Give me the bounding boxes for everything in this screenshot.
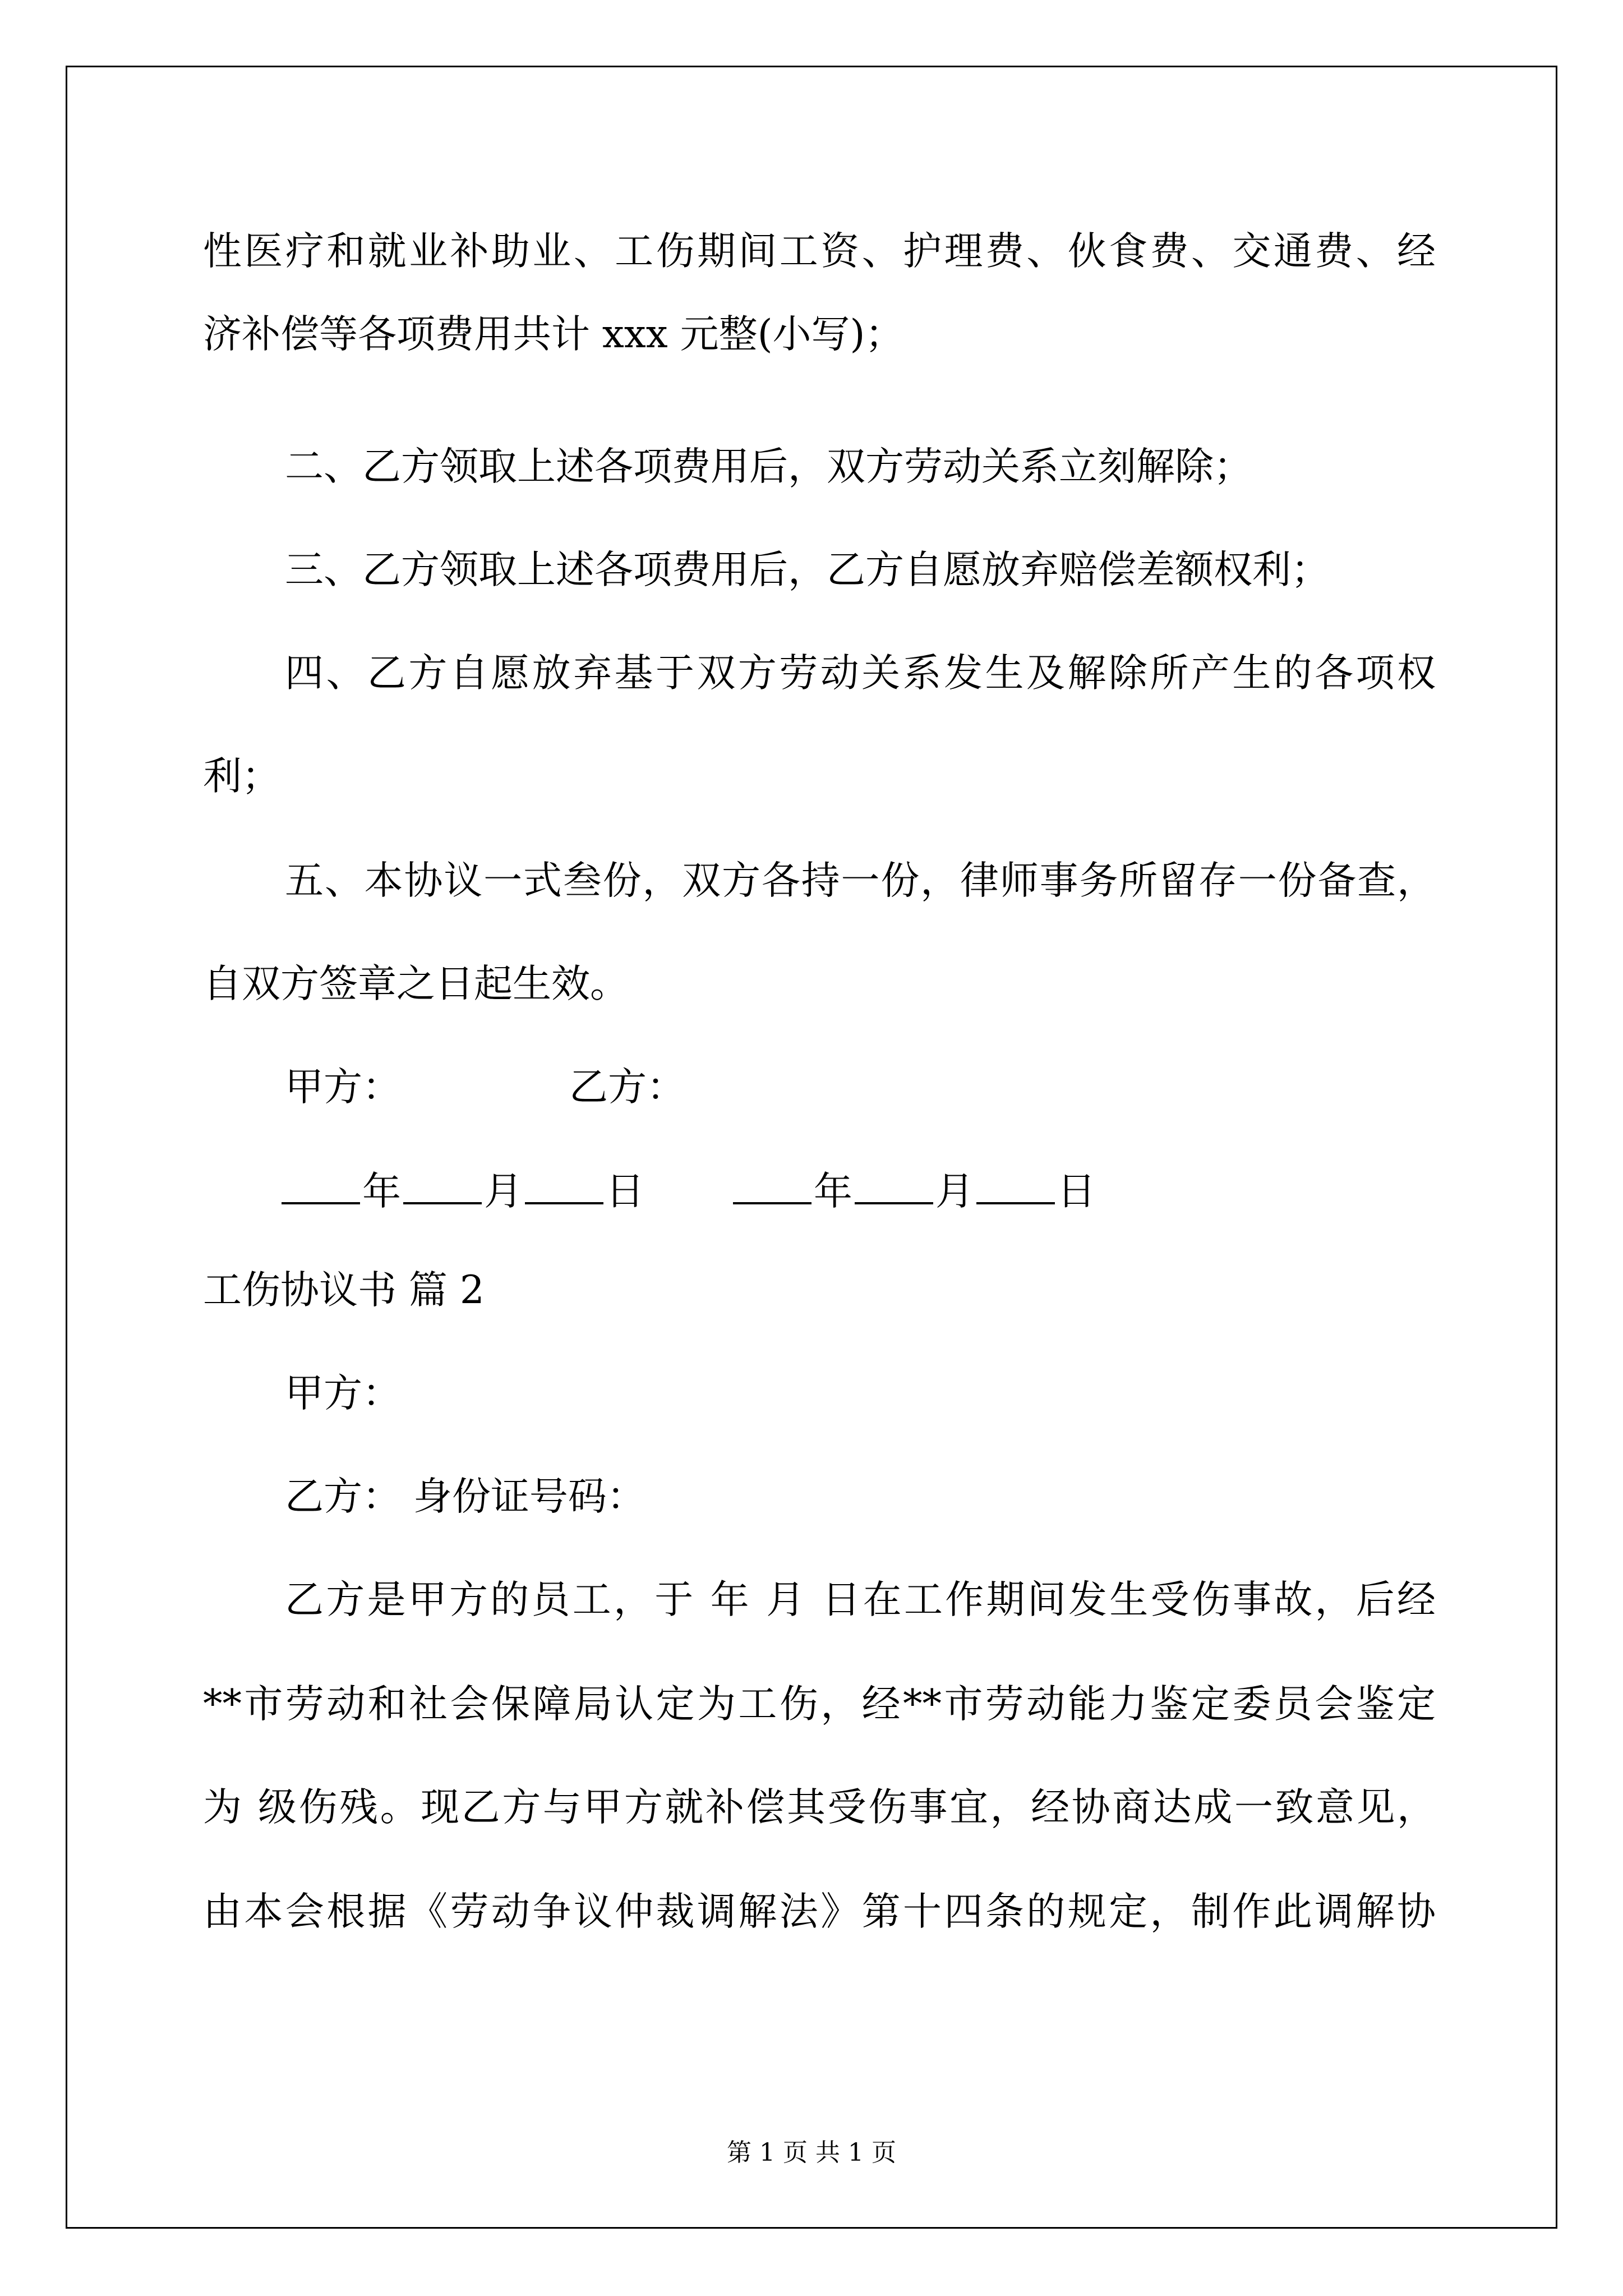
month-label: 月 xyxy=(935,1169,974,1214)
month-label: 月 xyxy=(484,1169,523,1214)
party-b-label: 乙方： xyxy=(569,1065,685,1110)
date-party-a xyxy=(279,1165,644,1218)
date-blank xyxy=(403,1168,482,1204)
clause-five: 五、本协议一式叁份，双方各持一份，律师事务所留存一份备查， xyxy=(285,858,1436,903)
signature-parties xyxy=(285,1060,685,1114)
paragraph-line: 为 级伤残。现乙方与甲方就补偿其受伤事宜，经协商达成一致意见， xyxy=(203,1785,1436,1830)
day-label: 日 xyxy=(606,1169,644,1214)
clause-four: 四、乙方自愿放弃基于双方劳动关系发生及解除所产生的各项权 xyxy=(285,651,1436,696)
page-footer: 第 1 页 共 1 页 xyxy=(727,2138,896,2167)
date-blank xyxy=(733,1168,811,1204)
party-a-line: 甲方： xyxy=(285,1371,401,1416)
year-label: 年 xyxy=(362,1169,401,1214)
party-a-label: 甲方： xyxy=(285,1065,401,1110)
clause-three: 三、乙方领取上述各项费用后，乙方自愿放弃赔偿差额权利； xyxy=(285,547,1330,592)
signature-dates xyxy=(279,1165,1096,1218)
date-blank xyxy=(282,1168,360,1204)
section-title: 工伤协议书 篇 2 xyxy=(203,1268,485,1313)
paragraph-line: 性医疗和就业补助业、工伤期间工资、护理费、伙食费、交通费、经 xyxy=(203,229,1436,274)
party-b-id-line: 乙方： 身份证号码： xyxy=(285,1474,645,1519)
paragraph-line: 济补偿等各项费用共计 xxx 元整(小写)； xyxy=(203,312,904,357)
clause-two: 二、乙方领取上述各项费用后，双方劳动关系立刻解除； xyxy=(285,444,1252,489)
clause-four-cont: 利； xyxy=(203,754,280,799)
day-label: 日 xyxy=(1057,1169,1096,1214)
date-blank xyxy=(525,1168,603,1204)
clause-five-cont: 自双方签章之日起生效。 xyxy=(203,961,629,1006)
paragraph-line: 由本会根据《劳动争议仲裁调解法》第十四条的规定，制作此调解协 xyxy=(203,1889,1436,1934)
paragraph-line: 乙方是甲方的员工，于 年 月 日在工作期间发生受伤事故，后经 xyxy=(285,1577,1436,1622)
year-label: 年 xyxy=(813,1169,852,1214)
date-blank xyxy=(855,1168,933,1204)
date-party-b xyxy=(731,1165,1096,1218)
date-blank xyxy=(976,1168,1055,1204)
paragraph-line: **市劳动和社会保障局认定为工伤，经**市劳动能力鉴定委员会鉴定 xyxy=(203,1682,1436,1727)
